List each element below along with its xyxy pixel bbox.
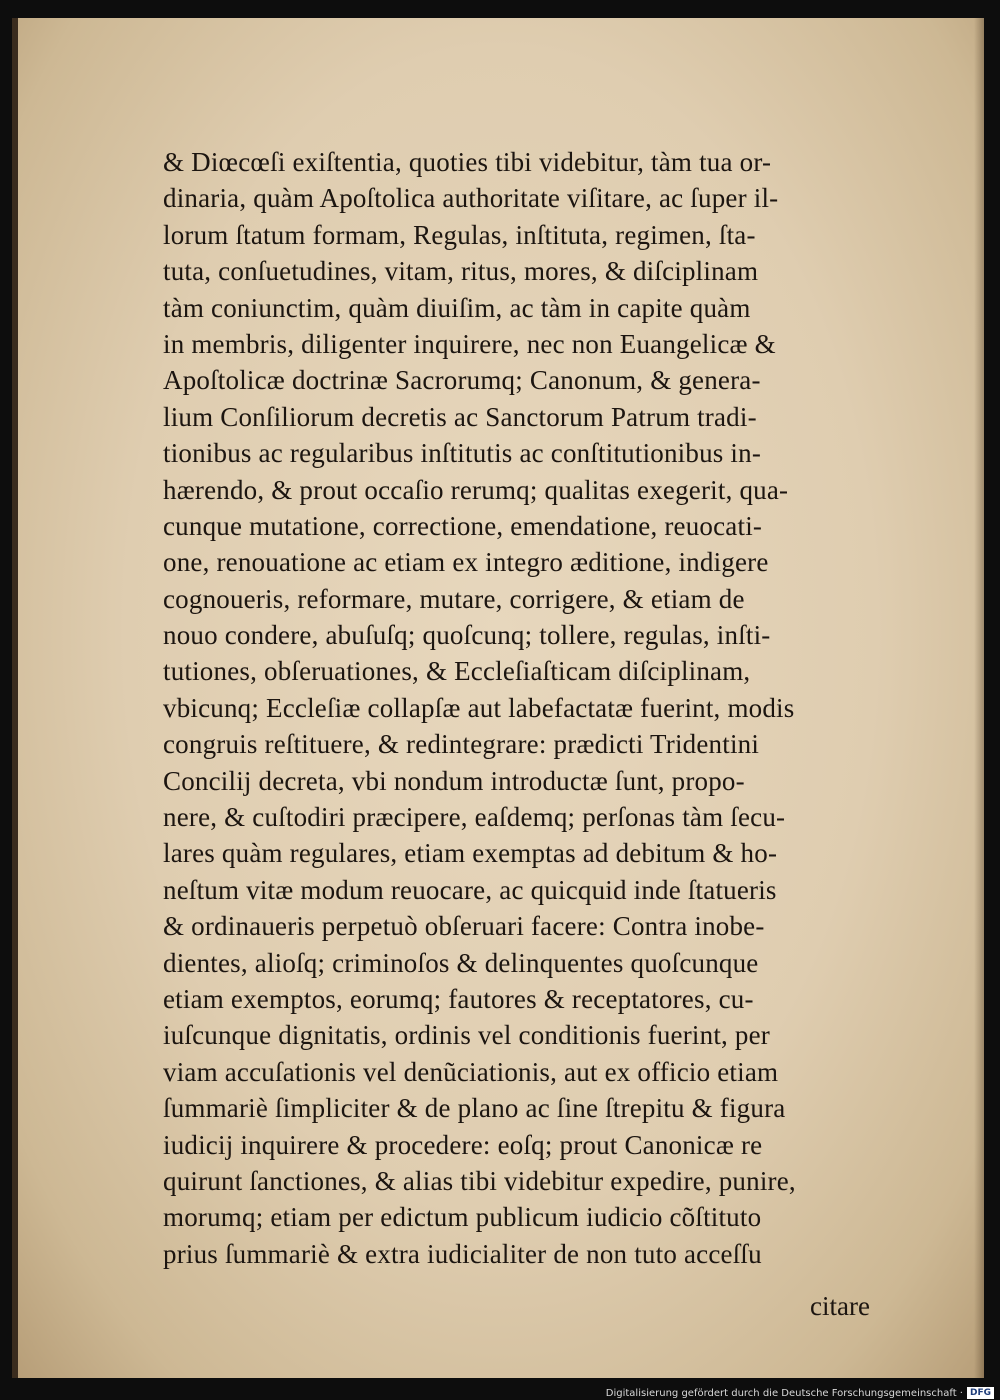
text-line: lares quàm regulares, etiam exemptas ad debitum & ho- (163, 838, 778, 869)
page-text-block (163, 144, 923, 1272)
text-line: & Diœcœſi exiſtentia, quoties tibi videbitur, tàm tua or- (163, 147, 772, 177)
text-line: hærendo, & prout occaſio rerumq; qualitas exegerit, qua- (163, 474, 789, 505)
text-line: nouo condere, abuſuſq; quoſcunq; tollere, regulas, inſti- (163, 620, 771, 651)
text-line: etiam exemptos, eorumq; fautores & receptatores, cu- (163, 983, 754, 1014)
text-line: dientes, alioſq; criminoſos & delinquentes quoſcunque (163, 947, 759, 978)
text-line: quirunt ſanctiones, & alias tibi videbitur expedire, punire, (163, 1165, 796, 1196)
text-line: tàm coniunctim, quàm diuiſim, ac tàm in capite quàm (163, 292, 751, 323)
text-line: congruis reſtituere, & redintegrare: prædicti Tridentini (163, 729, 760, 760)
text-line: ſummariè ſimpliciter & de plano ac ſine ſtrepitu & figura (163, 1093, 786, 1124)
catchword: citare (810, 1291, 870, 1321)
text-line: Apoſtolicæ doctrinæ Sacrorumq; Canonum, & genera- (163, 365, 761, 396)
text-line: cognoueris, reformare, mutare, corrigere, & etiam de (163, 583, 745, 614)
text-line: dinaria, quàm Apoſtolica authoritate viſitare, ac ſuper il- (163, 183, 779, 214)
dfg-logo: DFG (967, 1387, 994, 1399)
text-line: neſtum vitæ modum reuocare, ac quicquid inde ſtatueris (163, 874, 777, 905)
text-line: tutiones, obſeruationes, & Eccleſiaſticam diſciplinam, (163, 656, 751, 687)
text-line: nere, & cuſtodiri præcipere, eaſdemq; perſonas tàm ſecu- (163, 802, 786, 833)
text-line: in membris, diligenter inquirere, nec non Euangelicæ & (163, 328, 776, 359)
text-line: one, renouatione ac etiam ex integro æditione, indigere (163, 547, 769, 578)
text-line: viam accuſationis vel denũciationis, aut ex officio etiam (163, 1056, 779, 1087)
text-line: prius ſummariè & extra iudicialiter de non tuto acceſſu (163, 1238, 762, 1269)
credit-text: Digitalisierung gefördert durch die Deutsche Forschungsgemeinschaft · (605, 1387, 963, 1399)
text-line: tionibus ac regularibus inſtitutis ac conſtitutionibus in- (163, 438, 762, 469)
text-line: lorum ſtatum formam, Regulas, inſtituta, regimen, ſta- (163, 219, 756, 250)
book-page (12, 18, 984, 1378)
text-line: vbicunq; Eccleſiæ collapſæ aut labefactatæ fuerint, modis (163, 692, 795, 723)
page-edge-shadow (974, 18, 984, 1378)
text-line: tuta, conſuetudines, vitam, ritus, mores, & diſciplinam (163, 256, 759, 287)
text-line: & ordinaueris perpetuò obſeruari facere: Contra inobe- (163, 911, 765, 942)
text-line: iudicij inquirere & procedere: eoſq; prout Canonicæ re (163, 1129, 763, 1160)
text-line: iuſcunque dignitatis, ordinis vel conditionis fuerint, per (163, 1020, 770, 1051)
digitization-credit (606, 1387, 994, 1399)
text-line: Concilij decreta, vbi nondum introductæ ſunt, propo- (163, 765, 745, 796)
text-line: morumq; etiam per edictum publicum iudicio cõſtituto (163, 1202, 762, 1233)
text-line: lium Conſiliorum decretis ac Sanctorum Patrum tradi- (163, 401, 757, 432)
text-line: cunque mutatione, correctione, emendatione, reuocati- (163, 510, 763, 541)
